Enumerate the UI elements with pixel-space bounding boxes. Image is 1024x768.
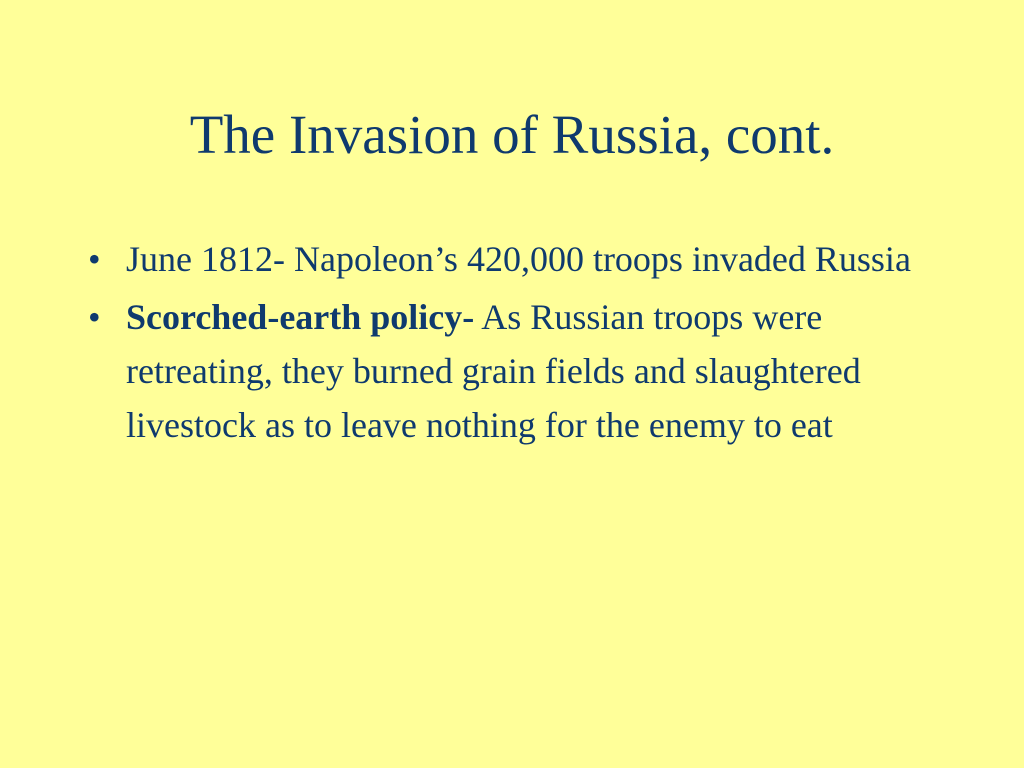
bullet-term: Scorched-earth policy- [126,297,475,337]
bullet-marker-icon: • [88,297,101,337]
slide-title: The Invasion of Russia, cont. [189,104,835,165]
bullet-list [84,232,954,456]
bullet-item-2 [84,290,954,452]
bullet-item-1 [84,232,954,286]
bullet-text: As Russian troops were retreating, they burned grain fields and slaughtered livestock as to leave nothing for the enemy to eat [126,297,861,445]
bullet-text: June 1812- Napoleon’s 420,000 troops invaded Russia [126,239,911,279]
bullet-marker-icon: • [88,239,101,279]
